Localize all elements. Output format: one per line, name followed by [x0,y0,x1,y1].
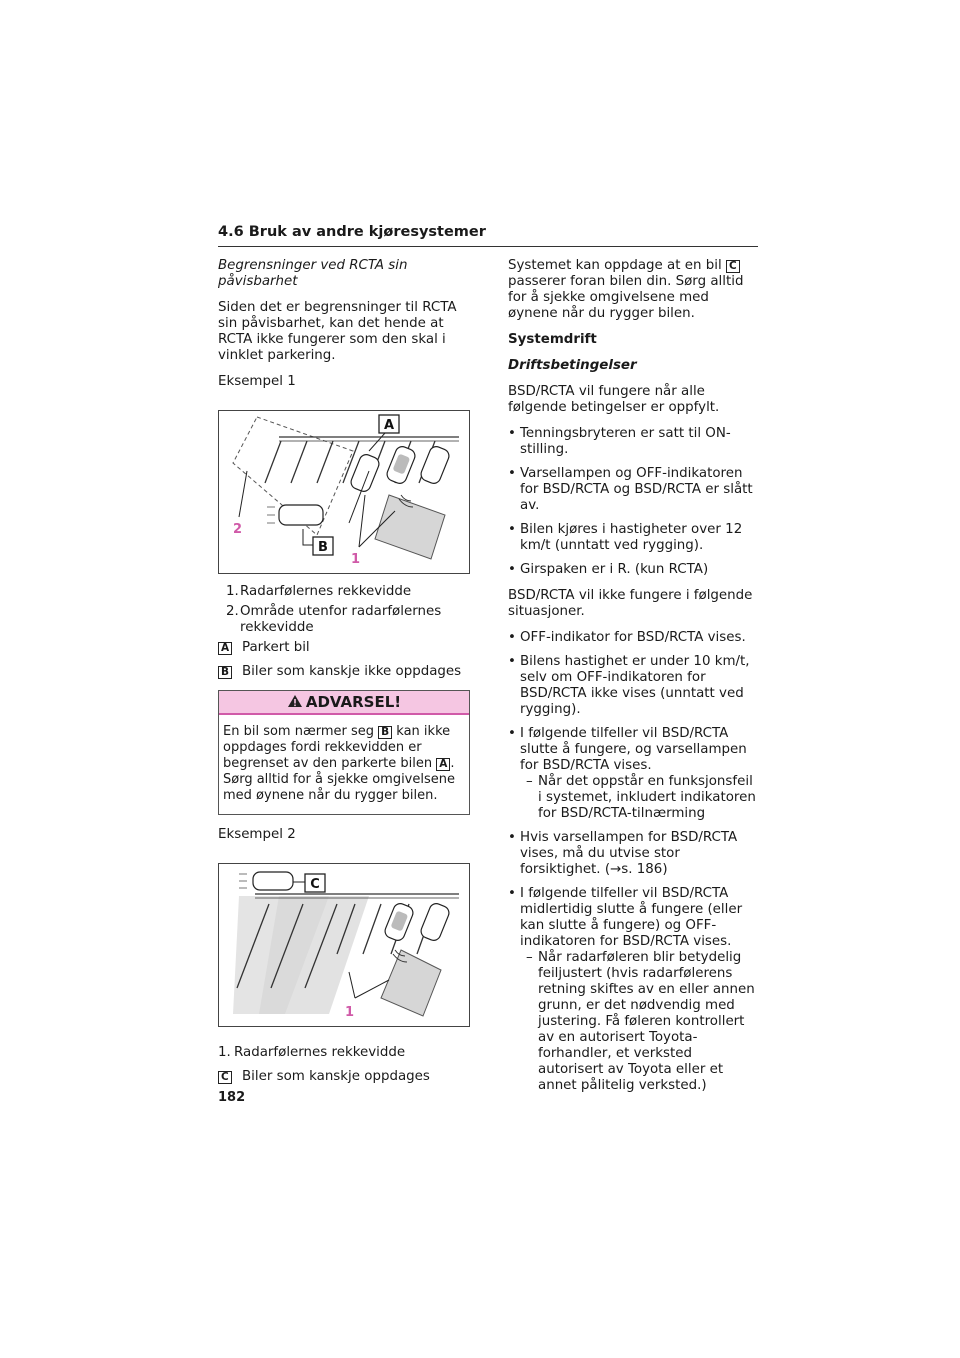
intro-paragraph: Siden det er begrensninger til RCTA sin påvisbarhet, kan det hende at RCTA ikke fungerer som den skal i vinklet parkering. [218,300,457,363]
warning-text: En bil som nærmer seg B kan ikke oppdages fordi rekkevidden er begrenset av den parkerte bilen A . Sørg alltid for å sjekke omgivelsene med øynene når du rygger bilen. [223,724,455,803]
warning-header: ADVARSEL! [219,691,469,715]
list-item: • OFF-indikator for BSD/RCTA vises. [508,630,760,646]
figure2-label-1: 1 [345,1005,355,1020]
example2-label: Eksempel 2 [218,827,296,842]
page-number: 182 [218,1090,246,1105]
not-working-list [508,630,760,1094]
subtitle: Begrensninger ved RCTA sin påvisbarhet [218,258,408,289]
warning-box [218,690,470,815]
figure1-label-a: A [383,418,395,433]
right-column [508,258,760,1104]
figure-example-1 [218,410,470,574]
example1-label: Eksempel 1 [218,374,296,389]
key-row-b: B Biler som kanskje ikke oppdages [218,664,470,680]
left-column [218,258,470,1095]
conditions-list [508,426,760,578]
sub-list-item: – Når radarføleren blir betydelig feiljustert (hvis radarfølerens retning skiftes av en eller annen grunn, er det nødvendig med justering. Få føleren kontrollert av en autorisert Toyota-forhandler, et verksted autorisert av Toyota eller et annet pålitelig verksted.) [520,950,760,1094]
conditions-subheading: Driftsbetingelser [508,358,637,373]
figure-example-2 [218,863,470,1027]
list-item: • I følgende tilfeller vil BSD/RCTA slutte å fungere, og varsellampen for BSD/RCTA vises. – Når det oppstår en funksjonsfeil i systemet, inkludert indikatoren for BSD/RCTA-tilnærming [508,726,760,822]
system-heading: Systemdrift [508,332,597,347]
legend-list-2 [218,1045,470,1061]
warning-triangle-icon [287,692,303,712]
figure1-label-2: 2 [233,522,243,537]
list-item: • Girspaken er i R. (kun RCTA) [508,562,760,578]
list-item: • Hvis varsellampen for BSD/RCTA vises, må du utvise stor forsiktighet. (→s. 186) [508,830,760,878]
not-working-paragraph: BSD/RCTA vil ikke fungere i følgende situasjoner. [508,588,753,619]
right-intro: Systemet kan oppdage at en bil C passerer foran bilen din. Sørg alltid for å sjekke omgivelsene med øynene når du rygger bilen. [508,258,744,321]
conditions-paragraph: BSD/RCTA vil fungere når alle følgende betingelser er oppfylt. [508,384,720,415]
figure1-label-1: 1 [351,552,361,567]
list-item: 1. Radarfølernes rekkevidde [218,1045,406,1060]
list-item: • Varsellampen og OFF-indikatoren for BSD/RCTA og BSD/RCTA er slått av. [508,466,760,514]
list-item: 2. Område utenfor radarfølernes rekkevidde [226,604,442,635]
list-item: • I følgende tilfeller vil BSD/RCTA midlertidig slutte å fungere (eller kan slutte å fungere) og OFF-indikatoren for BSD/RCTA vises. – Når radarføleren blir betydelig feiljustert (hvis radarfølerens retning skiftes av en eller annen grunn, er det nødvendig med justering. Få føleren kontrollert av en autorisert Toyota-forhandler, et verksted autorisert av Toyota eller et annet pålitelig verksted.) [508,886,760,1094]
list-item: • Tenningsbryteren er satt til ON-stilling. [508,426,760,458]
figure2-label-c: C [310,877,320,892]
list-item: 1. Radarfølernes rekkevidde [226,584,412,599]
figure1-label-b: B [318,540,328,555]
legend-list-1 [218,584,470,636]
list-item: • Bilens hastighet er under 10 km/t, selv om OFF-indikatoren for BSD/RCTA ikke vises (unntatt ved rygging). [508,654,760,718]
key-row-a: A Parkert bil [218,640,470,656]
list-item: • Bilen kjøres i hastigheter over 12 km/t (unntatt ved rygging). [508,522,760,554]
key-row-c: C Biler som kanskje oppdages [218,1069,470,1085]
sub-list-item: – Når det oppstår en funksjonsfeil i systemet, inkludert indikatoren for BSD/RCTA-tilnærming [520,774,760,822]
section-header: 4.6 Bruk av andre kjøresystemer [218,224,758,247]
